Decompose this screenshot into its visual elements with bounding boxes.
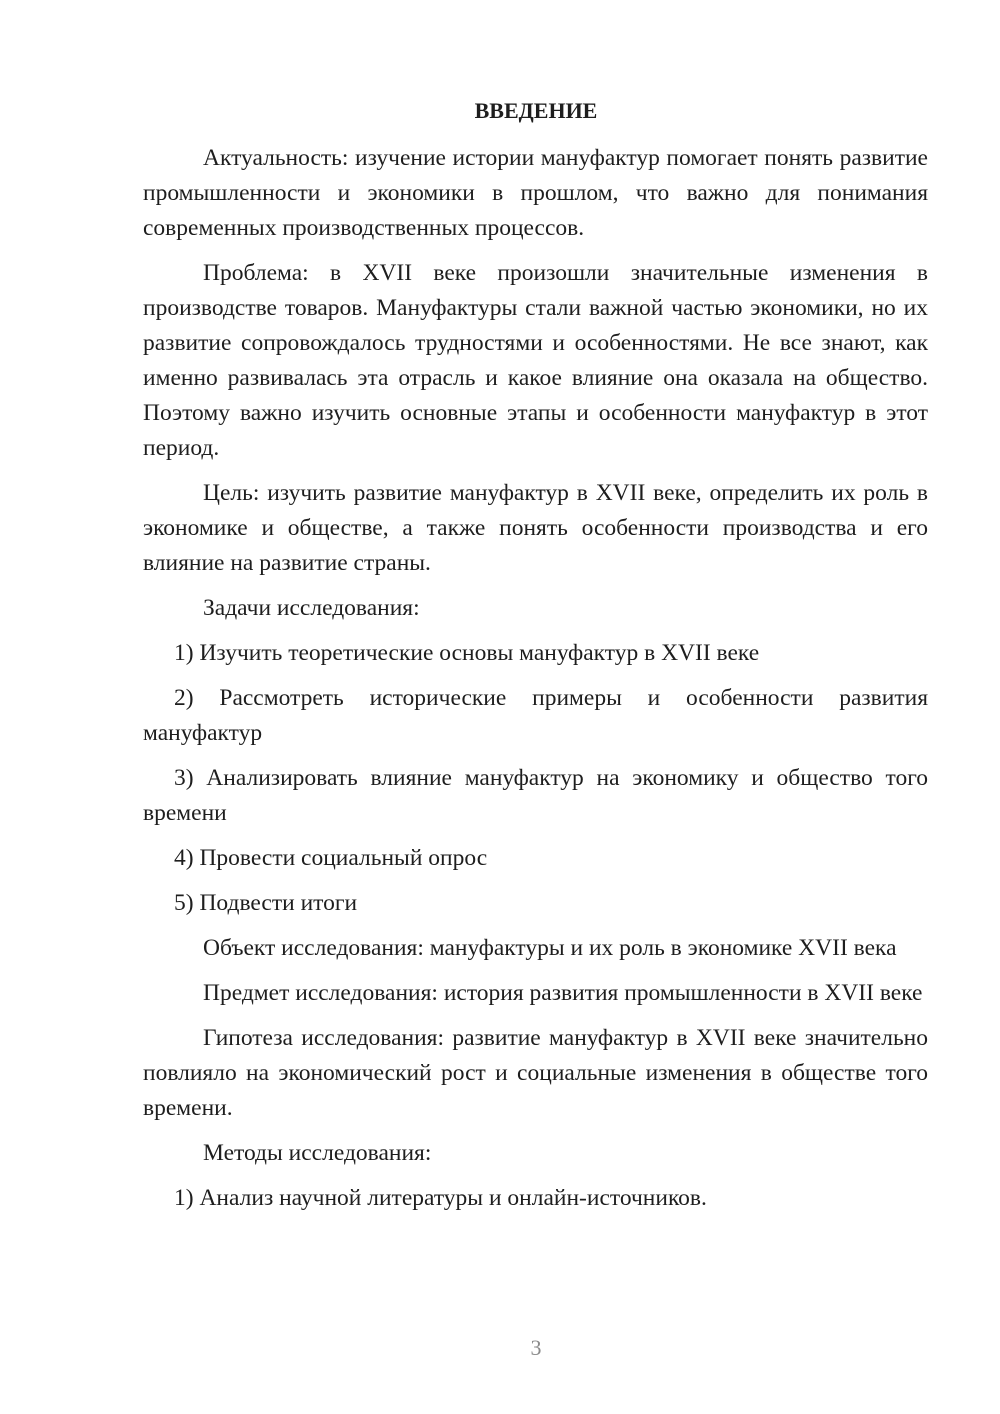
page-title: ВВЕДЕНИЕ [474, 98, 598, 123]
problem-paragraph: Проблема: в XVII веке произошли значительные изменения в производстве товаров. Мануфактуры стали важной частью экономики, но их развитие сопровождалось трудностями и особенностями. Не все знают, как именно развивалась эта отрасль и какое влияние она оказала на общество. Поэтому важно изучить основные этапы и особенности мануфактур в этот период. [143, 260, 928, 461]
hypothesis-paragraph: Гипотеза исследования: развитие мануфактур в XVII веке значительно повлияло на экономический рост и социальные изменения в обществе того времени. [143, 1025, 928, 1121]
goal-paragraph: Цель: изучить развитие мануфактур в XVII веке, определить их роль в экономике и обществе, а также понять особенности производства и его влияние на развитие страны. [143, 480, 928, 576]
subject-paragraph: Предмет исследования: история развития промышленности в XVII веке [203, 980, 923, 1006]
task-item-1: 1) Изучить теоретические основы мануфактур в XVII веке [174, 640, 760, 666]
method-item-1: 1) Анализ научной литературы и онлайн-источников. [174, 1185, 707, 1211]
task-item-5: 5) Подвести итоги [174, 890, 358, 916]
task-item-4: 4) Провести социальный опрос [174, 845, 488, 871]
relevance-paragraph: Актуальность: изучение истории мануфактур помогает понять развитие промышленности и экономики в прошлом, что важно для понимания современных производственных процессов. [143, 145, 928, 241]
document-body [143, 141, 928, 1226]
object-paragraph: Объект исследования: мануфактуры и их роль в экономике XVII века [203, 935, 897, 961]
task-item-3: 3) Анализировать влияние мануфактур на экономику и общество того времени [143, 765, 928, 826]
task-item-2: 2) Рассмотреть исторические примеры и особенности развития мануфактур [143, 685, 928, 746]
page-number: 3 [530, 1335, 542, 1360]
tasks-heading: Задачи исследования: [203, 595, 420, 621]
methods-heading: Методы исследования: [203, 1140, 432, 1166]
